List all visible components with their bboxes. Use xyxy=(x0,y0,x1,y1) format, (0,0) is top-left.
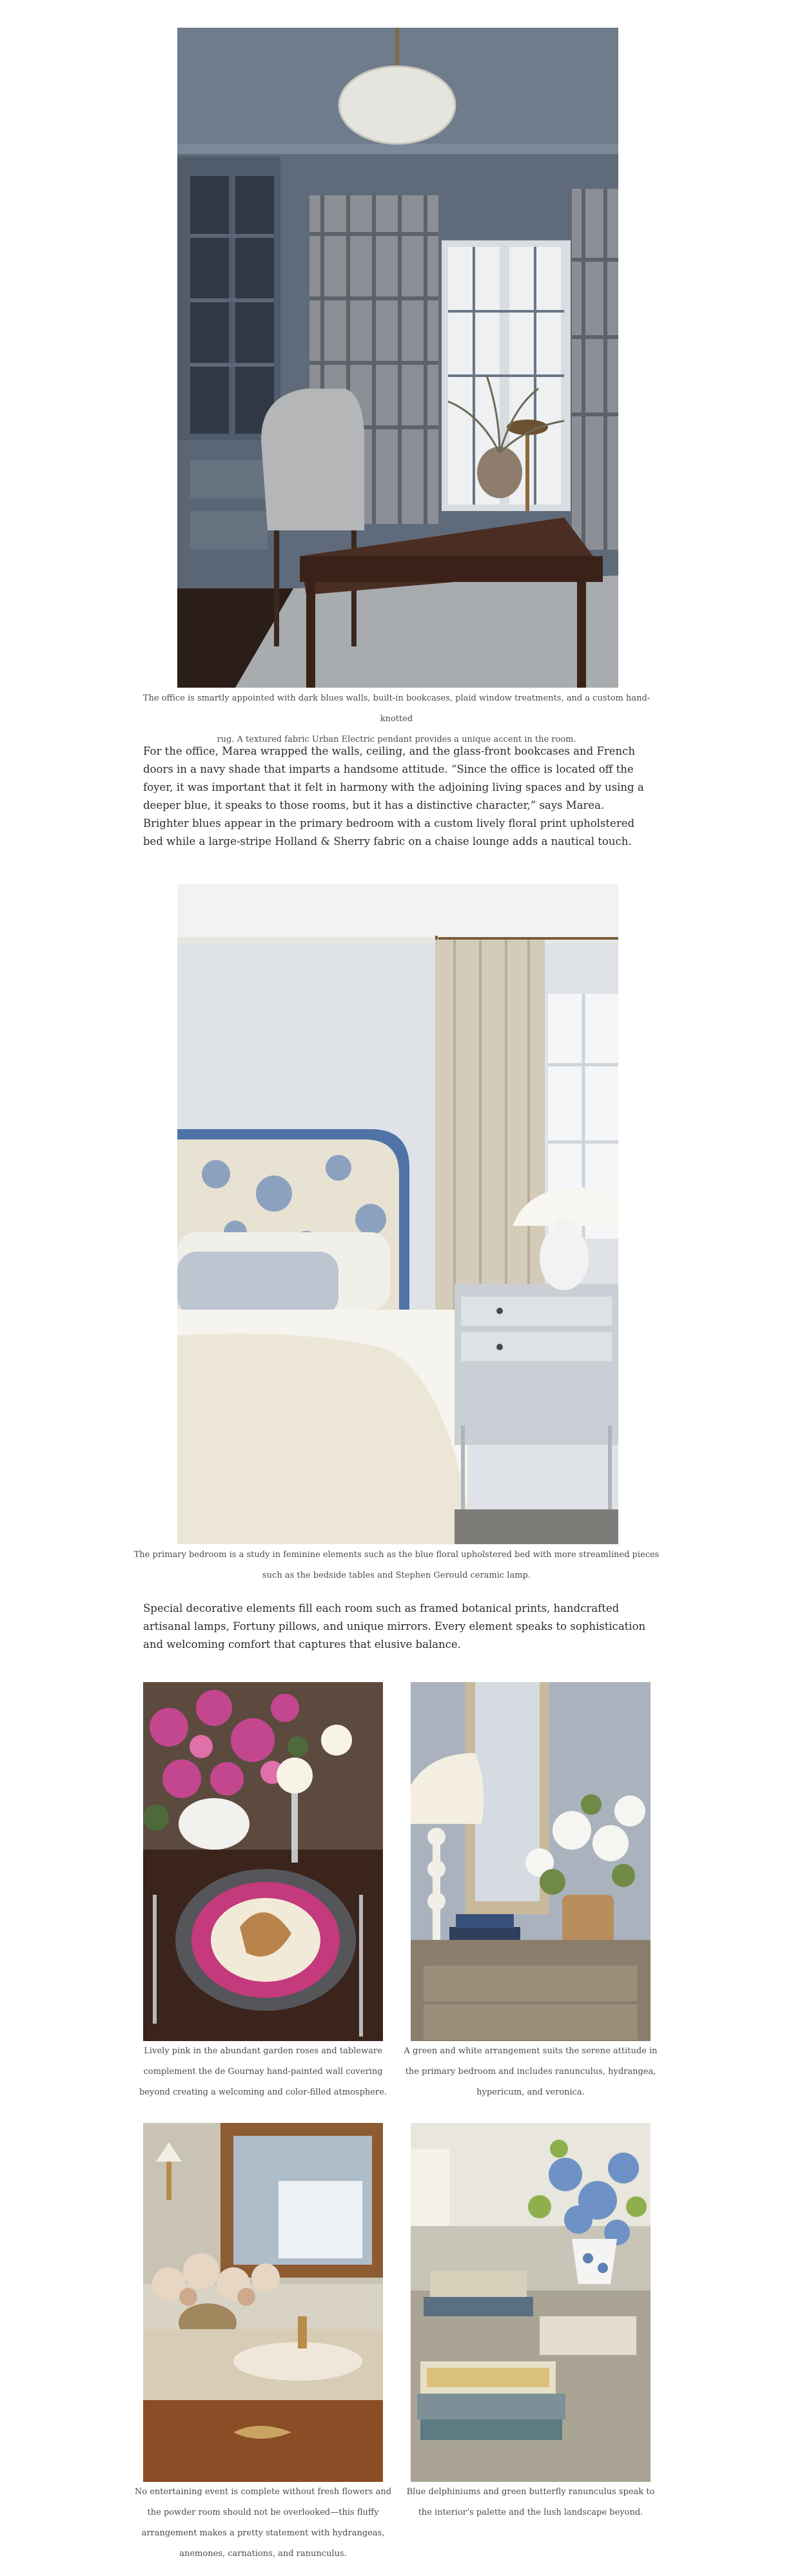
office-photo xyxy=(177,28,618,688)
gallery-caption-roses-line-1: Lively pink in the abundant garden roses and tableware xyxy=(144,2046,382,2056)
gallery-caption-green-white-line-3: hypericum, and veronica. xyxy=(476,2087,585,2097)
bedroom-photo xyxy=(177,884,618,1544)
gallery-caption-green-white-line-1: A green and white arrangement suits the serene attitude in xyxy=(404,2046,658,2056)
bedroom-caption-line-2: such as the bedside tables and Stephen Gerould ceramic lamp. xyxy=(262,1571,531,1580)
gallery-photo-delphiniums xyxy=(411,2123,651,2482)
bedroom-caption xyxy=(129,1545,664,1586)
gallery-caption-roses xyxy=(134,2041,392,2103)
gallery-caption-roses-line-2: complement the de Gournay hand-painted wall covering xyxy=(143,2067,383,2077)
office-caption-line-1: The office is smartly appointed with dark blues walls, built-in bookcases, plaid window treatments, and a custom hand-knotted xyxy=(142,693,651,724)
decor-paragraph: Special decorative elements fill each room such as framed botanical prints, handcrafted artisanal lamps, Fortuny pillows, and unique mirrors. Every element speaks to sophistication and welcoming comfort that captures that elusive balance. xyxy=(143,1602,646,1651)
office-caption xyxy=(129,688,664,750)
gallery-caption-delphiniums-line-1: Blue delphiniums and green butterfly ranunculus speak to xyxy=(406,2487,655,2497)
office-caption-line-2: rug. A textured fabric Urban Electric pendant provides a unique accent in the room. xyxy=(217,735,576,744)
gallery-photo-roses xyxy=(143,1682,383,2041)
bedroom-caption-line-1: The primary bedroom is a study in feminine elements such as the blue floral upholstered bed with more streamlined pieces xyxy=(133,1550,660,1560)
gallery-caption-powder-room xyxy=(134,2482,392,2564)
gallery-photo-powder-room xyxy=(143,2123,383,2482)
gallery-caption-powder-room-line-1: No entertaining event is complete without fresh flowers and xyxy=(134,2487,392,2497)
gallery-caption-roses-line-3: beyond creating a welcoming and color-filled atmosphere. xyxy=(139,2087,387,2097)
gallery-caption-green-white-line-2: the primary bedroom and includes ranunculus, hydrangea, xyxy=(405,2067,656,2077)
gallery-caption-green-white xyxy=(402,2041,660,2103)
gallery-photo-green-white xyxy=(411,1682,651,2041)
gallery-caption-powder-room-line-4: anemones, carnations, and ranunculus. xyxy=(179,2549,347,2559)
office-paragraph: For the office, Marea wrapped the walls, ceiling, and the glass-front bookcases and French doors in a navy shade that imparts a handsome attitude. “Since the office is located off the foyer, it was important that it felt in harmony with the adjoining living spaces and by using a deeper blue, it speaks to those rooms, but it has a distinctive character,” says Marea. Brighter blues appear in the primary bedroom with a custom lively floral print upholstered bed while a large-stripe Holland & Sherry fabric on a chaise lounge adds a nautical touch. xyxy=(143,745,644,847)
gallery-caption-delphiniums xyxy=(402,2482,660,2523)
gallery-caption-powder-room-line-3: arrangement makes a pretty statement with hydrangeas, xyxy=(141,2528,385,2538)
gallery-caption-powder-room-line-2: the powder room should not be overlooked—this fluffy xyxy=(147,2508,379,2517)
gallery-caption-delphiniums-line-2: the interior’s palette and the lush landscape beyond. xyxy=(418,2508,643,2517)
